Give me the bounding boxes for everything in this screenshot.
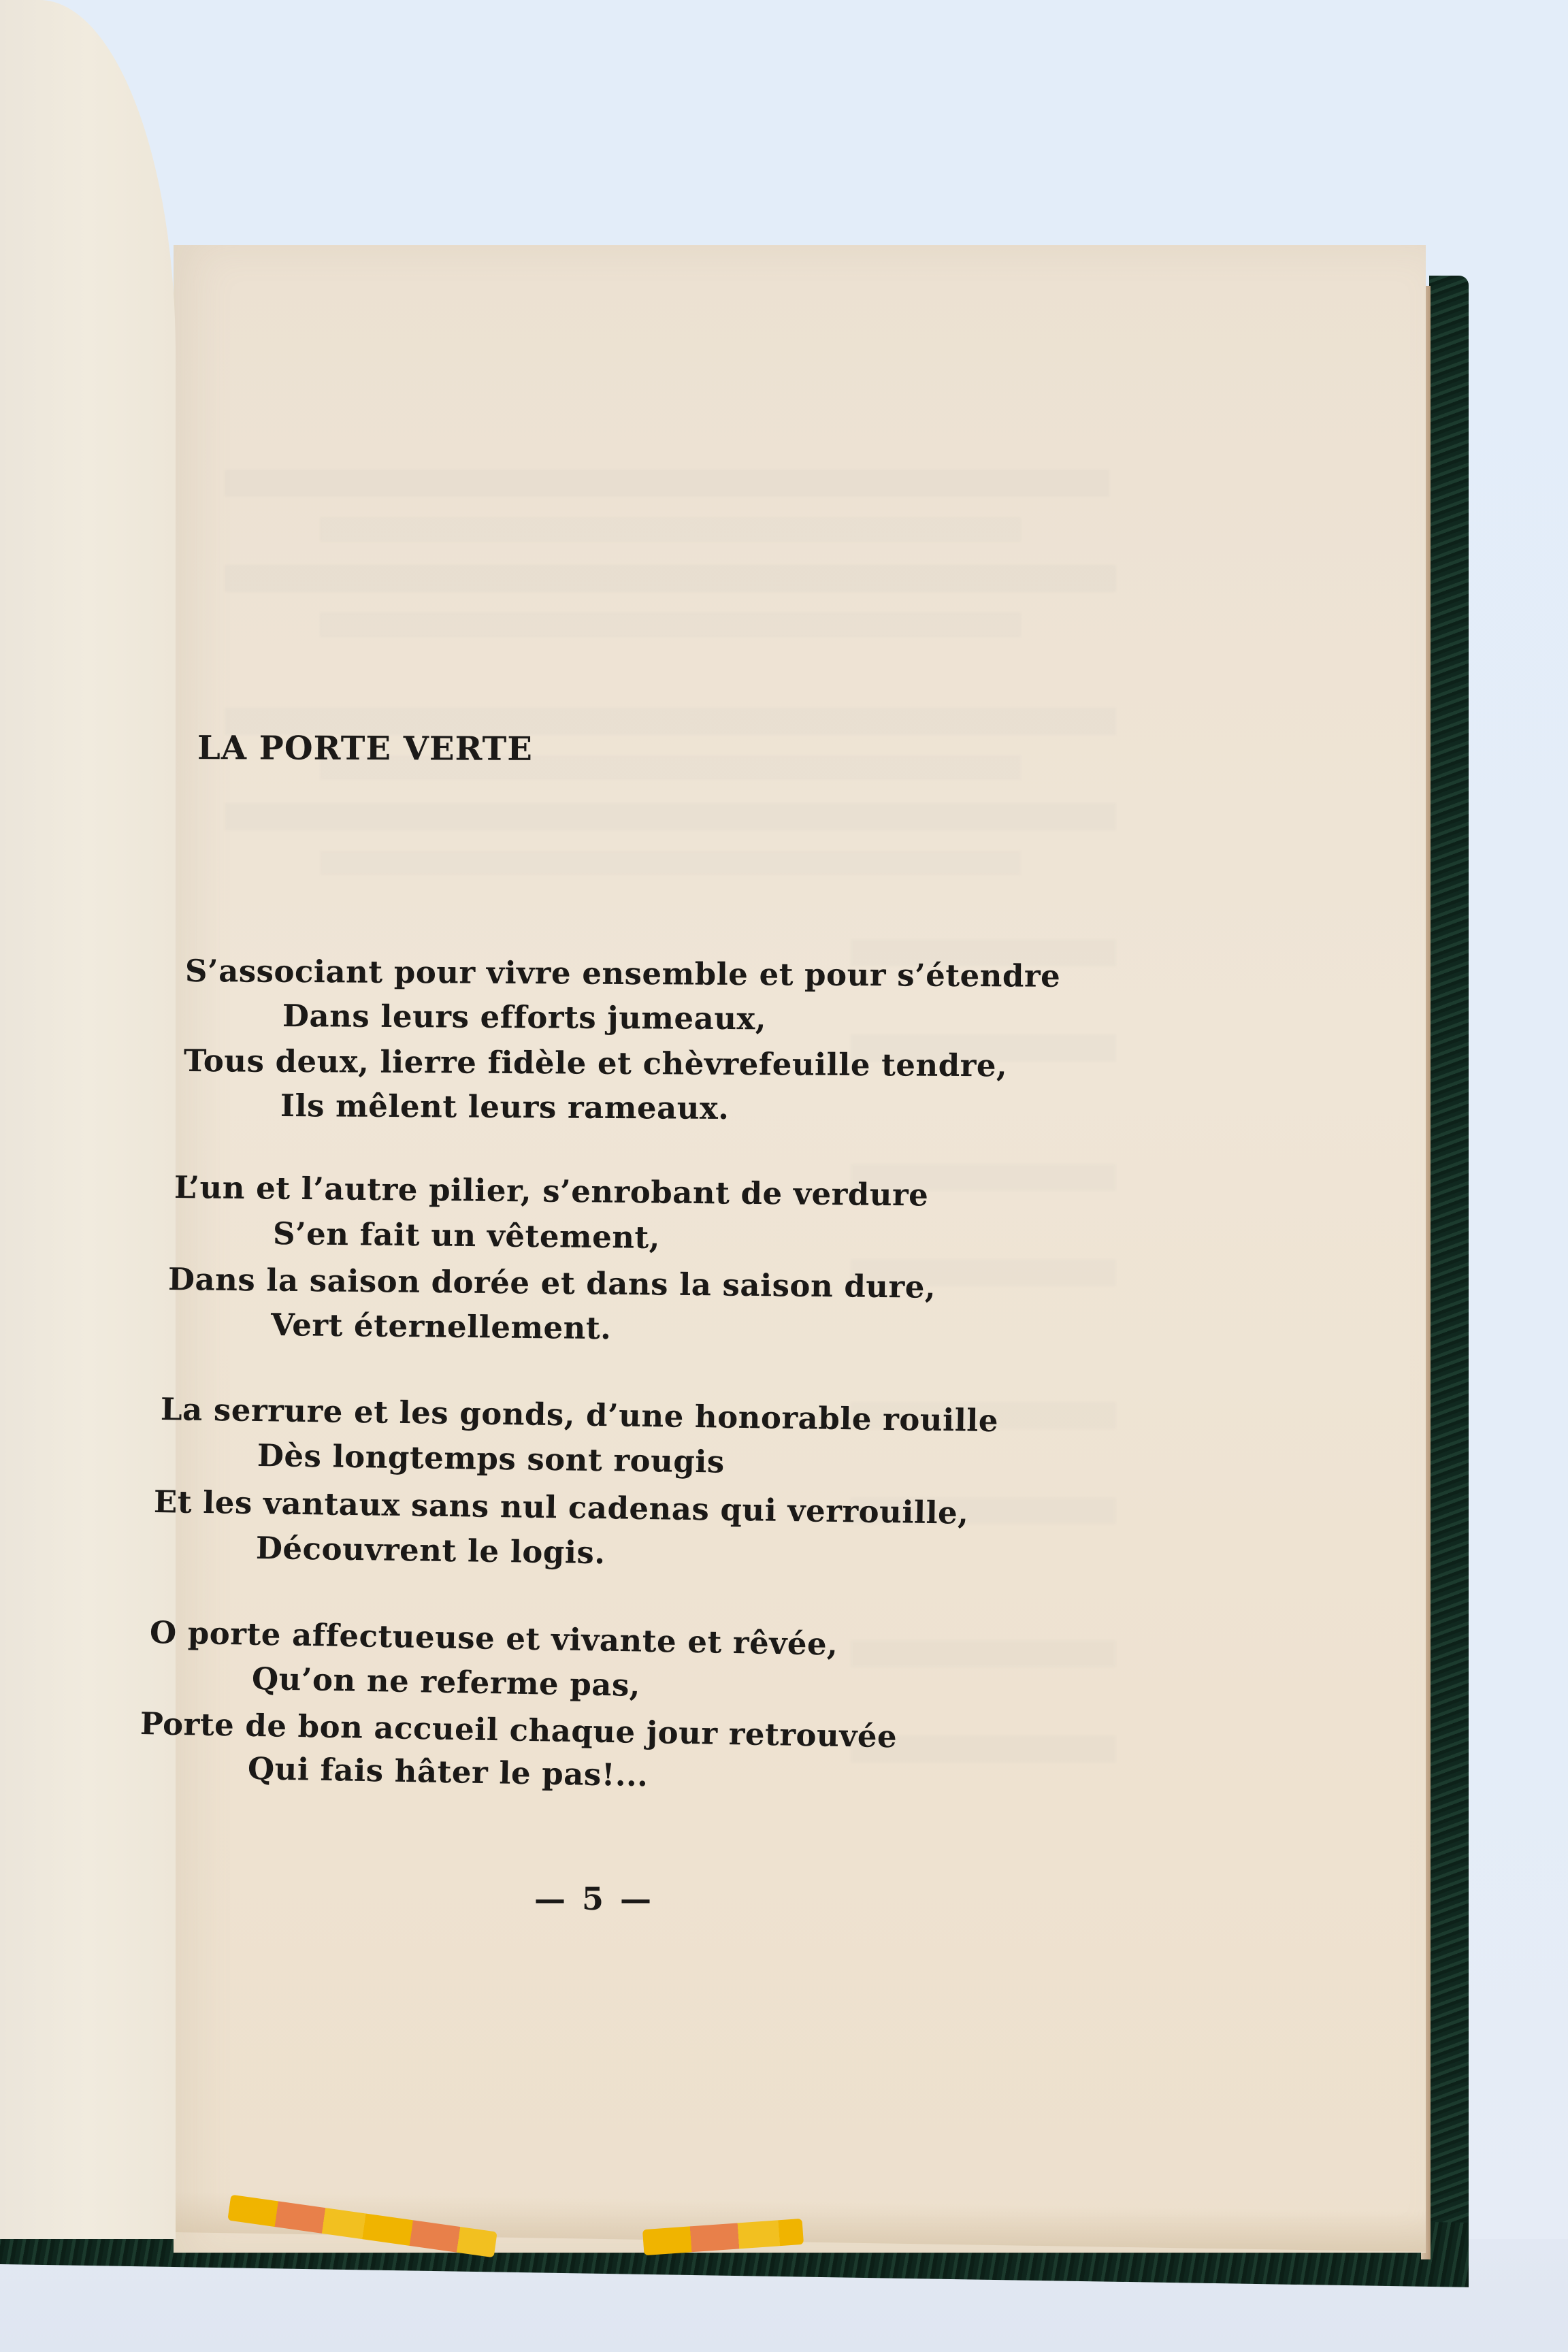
poem-line: Dans la saison dorée et dans la saison dure, [167, 1261, 936, 1305]
poem-line: Qui fais hâter le pas!... [247, 1750, 649, 1794]
poem-line: Tous deux, lierre fidèle et chèvrefeuille tendre, [183, 1043, 1008, 1084]
poem-line: L’un et l’autre pilier, s’enrobant de verdure [174, 1169, 929, 1213]
poem-line: Porte de bon accueil chaque jour retrouvée [140, 1705, 898, 1755]
poem-line: Dès longtemps sont rougis [257, 1437, 725, 1480]
poem-title: LA PORTE VERTE [197, 729, 533, 768]
poem-line: Dans leurs efforts jumeaux, [282, 998, 767, 1037]
poem-line: Ils mêlent leurs rameaux. [280, 1088, 730, 1127]
poem-line: Découvrent le logis. [255, 1530, 606, 1571]
poem-line: Vert éternellement. [270, 1307, 612, 1347]
poem-line: Et les vantaux sans nul cadenas qui verrouille, [153, 1484, 969, 1531]
poem-line: Qu’on ne referme pas, [251, 1661, 641, 1703]
page-number: — 5 — [534, 1880, 655, 1917]
poem-line: O porte affectueuse et vivante et rêvée, [149, 1614, 838, 1663]
poem-line: S’en fait un vêtement, [272, 1215, 661, 1256]
poem-line: La serrure et les gonds, d’une honorable rouille [160, 1391, 999, 1439]
poem-line: S’associant pour vivre ensemble et pour s’étendre [184, 953, 1061, 994]
